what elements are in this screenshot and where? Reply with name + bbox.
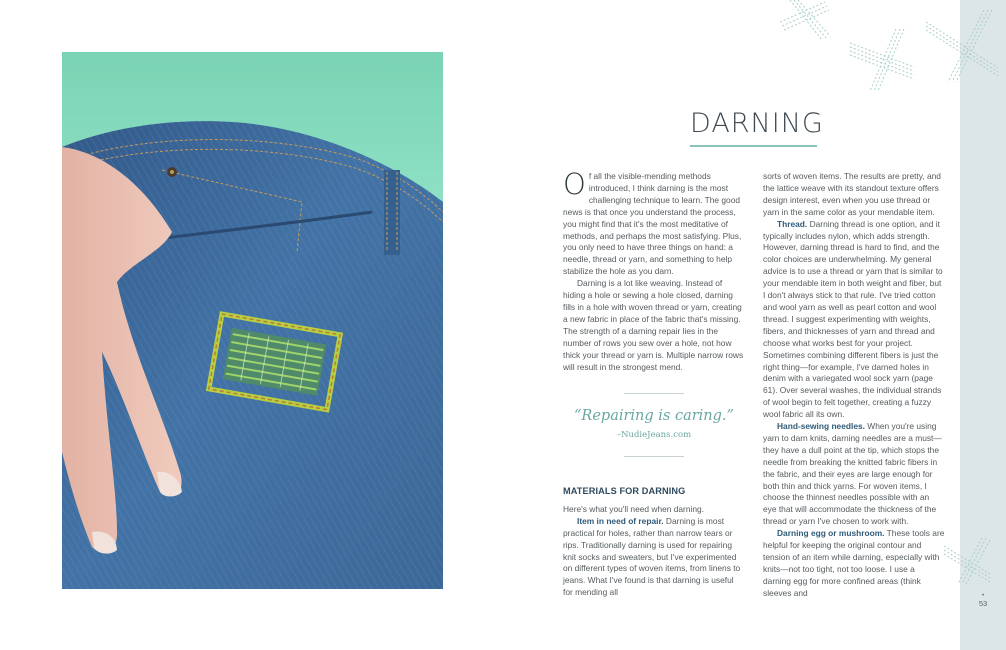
intro-paragraph: Of all the visible-mending methods introduced, I think darning is the most challenging technique to learn. The good news is that once you understand the process, you might find that it's the most meditative of methods, and perhaps the most satisfying. Plus, you only need to have three things on hand: a needle, thread or yarn, and something to help stabilize the hole as you darn.: [563, 167, 742, 277]
stitch-cross-decoration: [942, 536, 992, 586]
stitch-cross-decoration: [780, 0, 850, 45]
title-underline: [690, 145, 817, 147]
pull-quote-attribution: –NudieJeans.com: [616, 430, 692, 440]
body-column-right: [763, 171, 945, 600]
page-number: • 53: [970, 593, 996, 608]
jeans-darning-photo: [62, 52, 443, 589]
page-marker-icon: •: [981, 593, 985, 599]
pull-quote-rule-bottom: [624, 456, 684, 457]
body-paragraph: sorts of woven items. The results are pretty, and the lattice weave with its standout texture offers design interest, even when you use thread or yarn in the same color as your mendable item.: [763, 171, 941, 217]
section-heading: MATERIALS FOR DARNING: [563, 486, 686, 496]
pull-quote-rule-top: [624, 393, 684, 394]
item-label: Item in need of repair.: [577, 515, 664, 526]
item-label: Thread.: [777, 218, 808, 229]
materials-item: Thread. Darning thread is one option, and it typically includes nylon, which adds strength. However, darning thread is hard to find, and the color choices are underwhelming. My general advice is to use a thread or yarn that is similar to your mendable item in both weight and fiber, but I don't always stick to that rule. I've tried cotton and wool yarn as well as pearl cotton and wool thread. I suggest experimenting with weights, fibers, and thicknesses of yarn and thread and choose what works best for your project. Sometimes combining different fibers is just the right thing—for example, I've darned holes in denim with a variegated wool sock yarn (page 61). Over several washes, the individual strands of wool begin to felt together, creating a fuzzy wool fabric all its own.: [763, 218, 943, 420]
item-label: Darning egg or mushroom.: [777, 528, 885, 539]
pull-quote: [563, 393, 745, 457]
page-title: DARNING: [690, 108, 824, 139]
materials-intro: Here's what you'll need when darning.: [563, 503, 705, 514]
materials-item: Item in need of repair. Darning is most practical for holes, rather than narrow tears or rips. Traditionally darning is used for repairing knit socks and sweaters, but I've experimented on different types of woven items, from linens to jeans. What I've found is that darning is useful for mending all: [563, 515, 741, 598]
materials-section: [563, 486, 745, 599]
item-label: Hand-sewing needles.: [777, 421, 865, 432]
stitch-cross-decoration: [924, 8, 1000, 84]
body-column-left: [563, 167, 745, 373]
stitch-cross-decoration: [848, 25, 918, 95]
pull-quote-text: “Repairing is caring.”: [574, 408, 734, 424]
drop-cap: O: [563, 167, 586, 201]
body-paragraph: Darning is a lot like weaving. Instead of hiding a hole or sewing a hole closed, darning fills in a hole with woven thread or yarn, creating a new fabric in place of the fabric that's missing. The strength of a darning repair lies in the number of rows you sew over a hole, not how thick your thread or yarn is. Multiple narrow rows will result in the strongest mend.: [563, 278, 744, 372]
materials-item: Hand-sewing needles. When you're using yarn to darn knits, darning needles are a must—they have a dull point at the tip, which stops the needle from breaking the knitted fabric fibers in the fabric, and their eyes are large enough for both thin and thick yarns. For woven items, I choose the thinnest needles possible with an eye that will accommodate the thickness of the thread or yarn I've chosen to work with.: [763, 421, 942, 527]
materials-item: Darning egg or mushroom. These tools are helpful for keeping the original contour and tension of an item while darning, especially with knits—not too tight, not too loose. I use a darning egg for more confined areas (think sleeves and: [763, 528, 945, 598]
